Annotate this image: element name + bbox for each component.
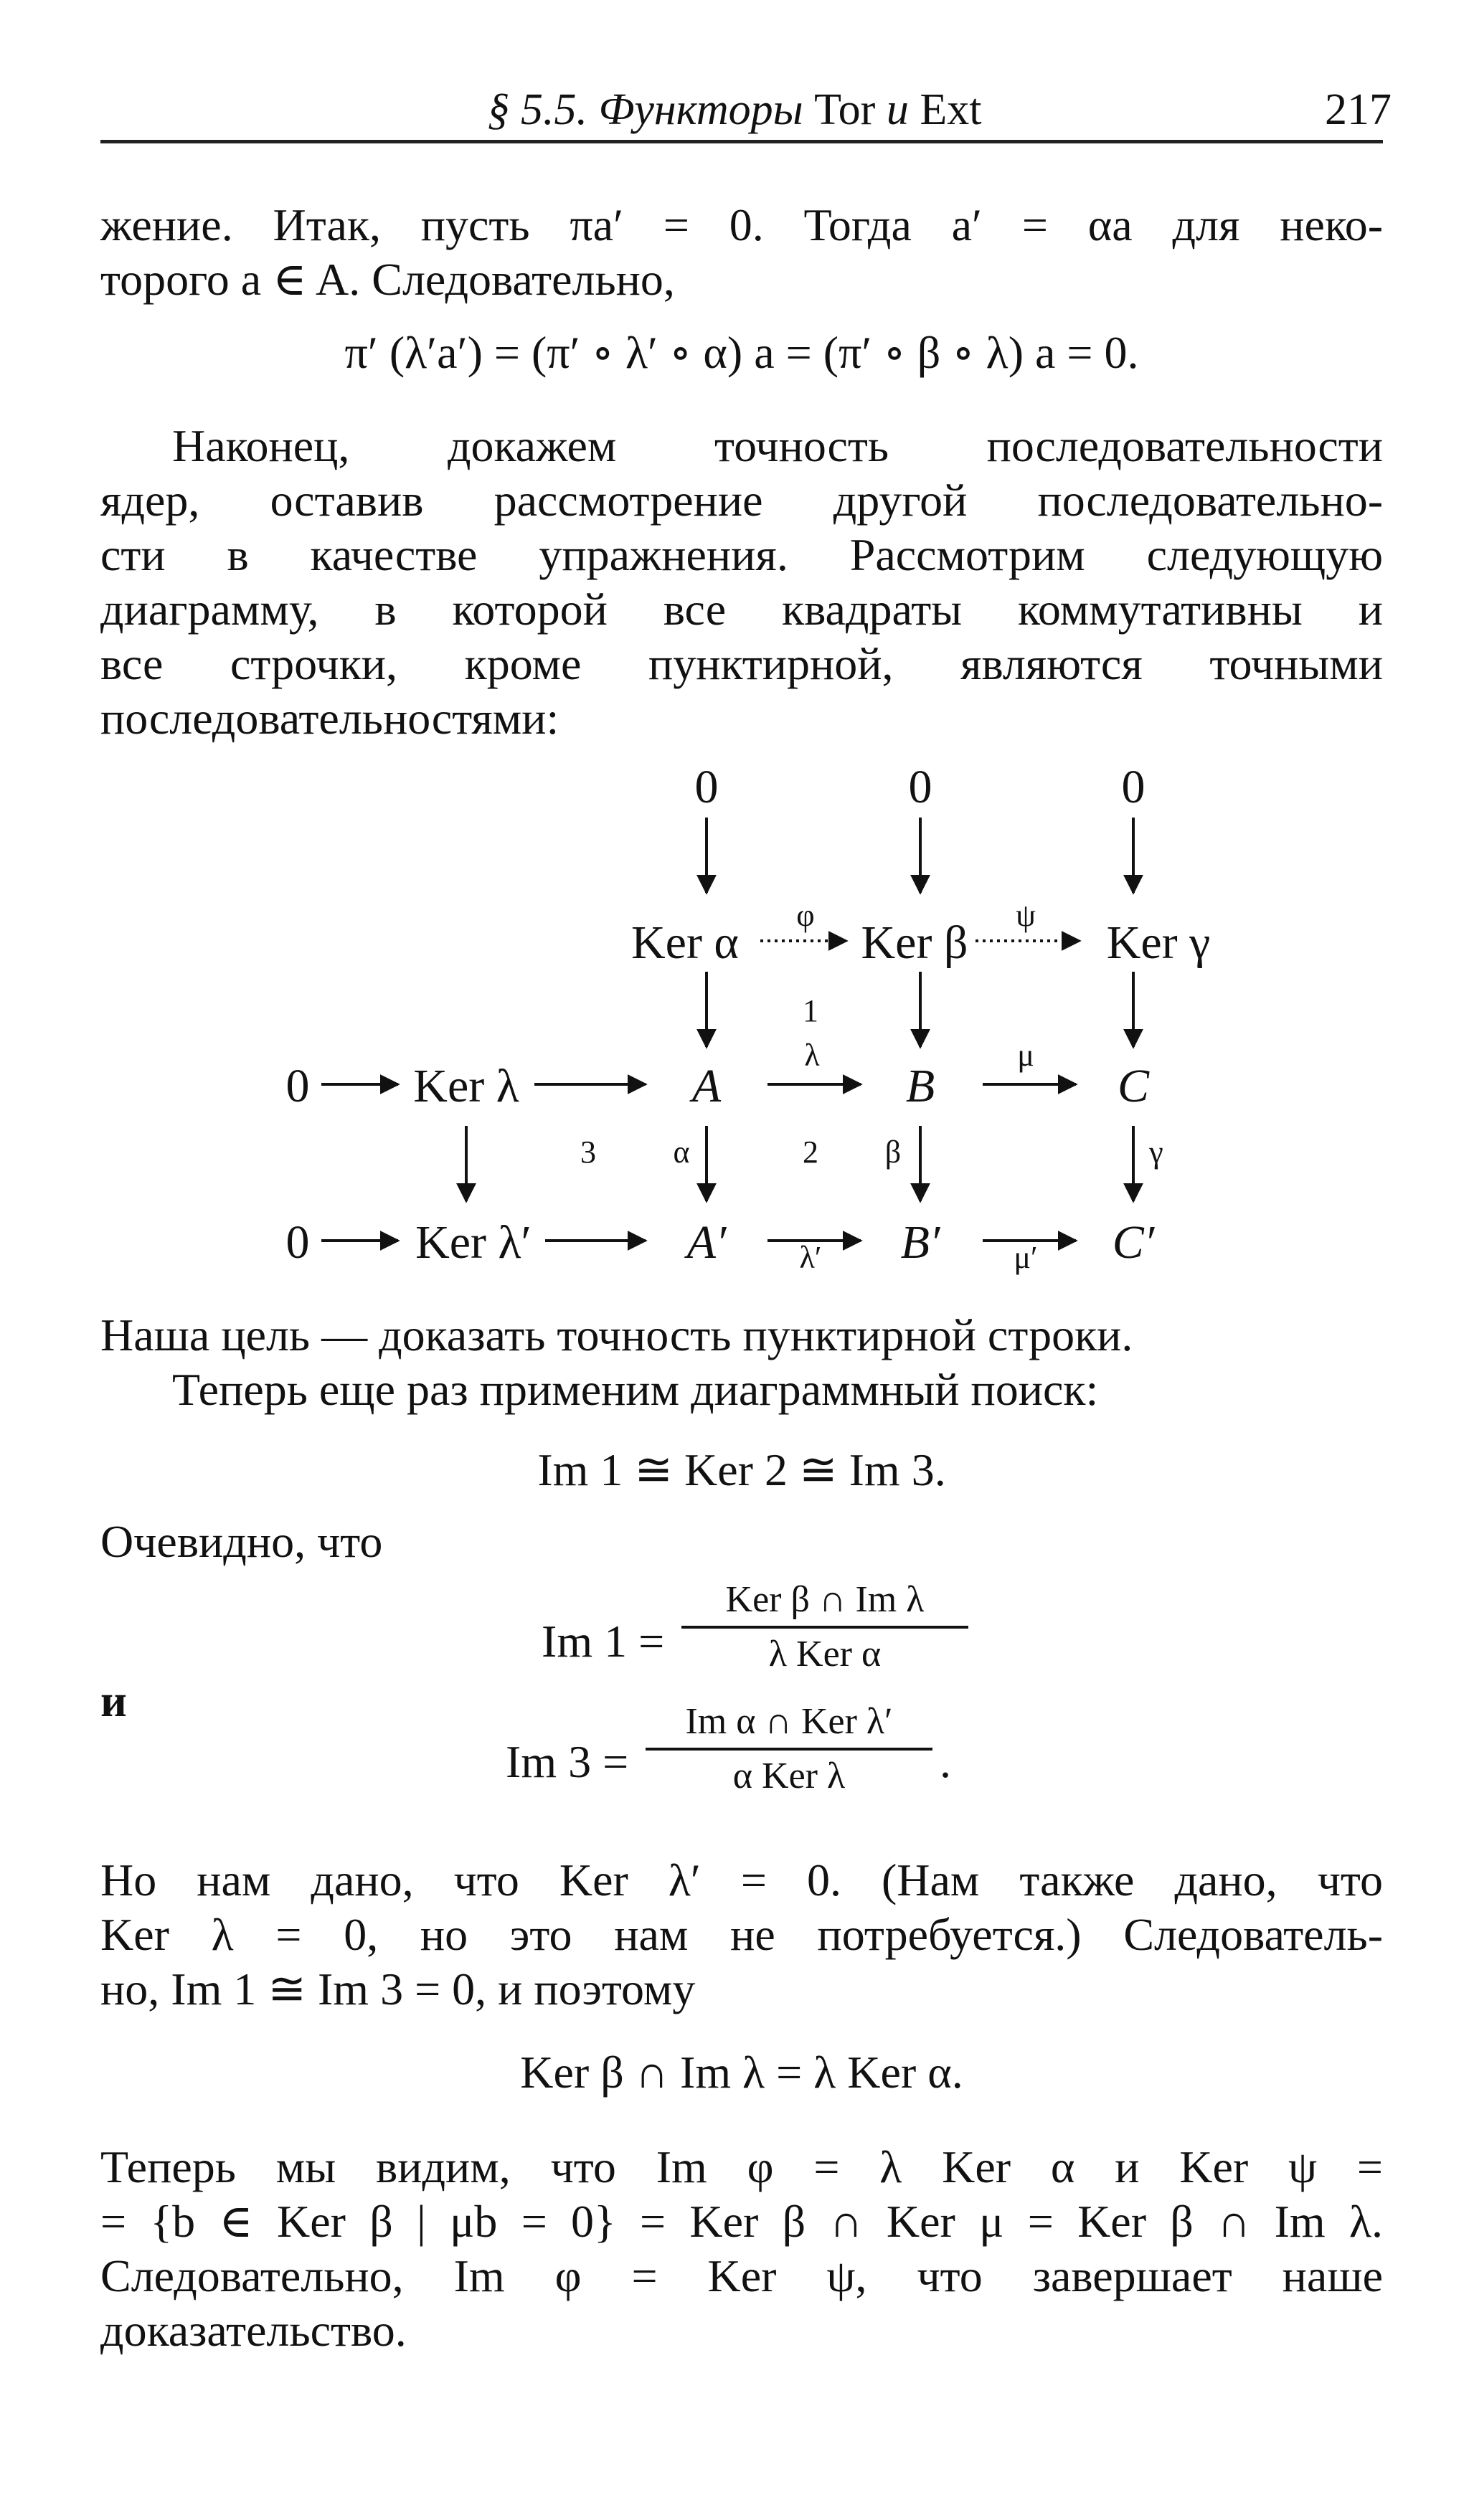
diagram-map-lambda-prime: λ′ xyxy=(799,1240,822,1275)
diagram-ker-alpha: Ker α xyxy=(630,916,740,969)
fraction-im3 xyxy=(646,1703,932,1795)
diagram-object-A: A xyxy=(691,1060,722,1112)
fraction-im1 xyxy=(681,1581,968,1673)
text-line: Наконец, докажем точность последовательности xyxy=(172,420,1383,471)
diagram-map-mu: μ xyxy=(1017,1038,1034,1073)
fraction-denominator: α Ker λ xyxy=(732,1756,846,1796)
text-line: Следовательно, Im φ = Ker ψ, что завершает наше xyxy=(100,2250,1383,2301)
fraction-numerator: Im α ∩ Ker λ′ xyxy=(685,1701,893,1742)
text-line: доказательство. xyxy=(100,2305,407,2356)
formula-period: . xyxy=(940,1736,951,1787)
diagram-zero: 0 xyxy=(1121,761,1146,813)
header-and: и xyxy=(875,85,920,134)
text-line: ядер, оставив рассмотрение другой последовательно- xyxy=(100,475,1383,526)
text-line: Теперь мы видим, что Im φ = λ Ker α и Ker ψ = xyxy=(100,2141,1383,2192)
text-line: торого a ∈ A. Следовательно, xyxy=(100,254,675,305)
text-line: но, Im 1 ≅ Im 3 = 0, и поэтому xyxy=(100,1964,696,2014)
text-line: сти в качестве упражнения. Рассмотрим следующую xyxy=(100,529,1383,580)
text-line: диаграмму, в которой все квадраты коммутативны и xyxy=(100,584,1383,635)
text-line: = {b ∈ Ker β | μb = 0} = Ker β ∩ Ker μ = Ker β ∩ Im λ. xyxy=(100,2196,1383,2247)
text-line: все строчки, кроме пунктирной, являются точными xyxy=(100,638,1383,689)
text-line: последовательностями: xyxy=(100,693,559,744)
diagram-ker-lambda-prime: Ker λ′ xyxy=(415,1216,532,1269)
header-ext: Ext xyxy=(920,85,982,134)
fraction-bar xyxy=(681,1626,968,1629)
formula-lhs: Im 1 = xyxy=(542,1616,665,1667)
diagram-object-C: C xyxy=(1117,1060,1150,1112)
diagram-ker-lambda: Ker λ xyxy=(413,1060,519,1112)
formula-iso: Im 1 ≅ Ker 2 ≅ Im 3. xyxy=(537,1444,946,1495)
diagram-map-psi: ψ xyxy=(1016,898,1036,933)
diagram-square-label: 3 xyxy=(580,1135,596,1170)
diagram-ker-gamma: Ker γ xyxy=(1106,916,1211,969)
fraction-bar xyxy=(646,1748,932,1751)
diagram-object-C-prime: C′ xyxy=(1112,1216,1155,1269)
formula: Ker β ∩ Im λ = λ Ker α. xyxy=(520,2047,963,2098)
text-line: Очевидно, что xyxy=(100,1516,383,1567)
diagram-square-label: 1 xyxy=(803,993,818,1028)
diagram-square-label: 2 xyxy=(803,1135,818,1170)
header-tor: Tor xyxy=(814,85,876,134)
text-line: Теперь еще раз применим диаграммный поиск: xyxy=(172,1364,1099,1415)
diagram-map-phi: φ xyxy=(796,898,815,933)
text-line: Ker λ = 0, но это нам не потребуется.) Следователь- xyxy=(100,1909,1383,1960)
diagram-zero: 0 xyxy=(285,1060,310,1112)
diagram-ker-beta: Ker β xyxy=(861,916,968,969)
diagram-map-mu-prime: μ′ xyxy=(1014,1240,1038,1275)
diagram-zero: 0 xyxy=(908,761,932,813)
formula-lhs: Im 3 = xyxy=(506,1736,629,1787)
diagram-zero: 0 xyxy=(285,1216,310,1269)
page-number: 217 xyxy=(1325,85,1392,134)
diagram-object-B-prime: B′ xyxy=(900,1216,940,1269)
diagram-object-A-prime: A′ xyxy=(686,1216,727,1269)
diagram-zero: 0 xyxy=(694,761,719,813)
text-line: Но нам дано, что Ker λ′ = 0. (Нам также дано, что xyxy=(100,1855,1383,1905)
text-line: жение. Итак, пусть πa′ = 0. Тогда a′ = αa для неко- xyxy=(100,199,1383,250)
diagram-map-beta: β xyxy=(884,1135,902,1170)
diagram-map-alpha: α xyxy=(673,1135,690,1170)
formula: π′ (λ′a′) = (π′ ∘ λ′ ∘ α) a = (π′ ∘ β ∘ λ) a = 0. xyxy=(344,327,1139,378)
diagram-object-B: B xyxy=(905,1060,935,1112)
text-line: Наша цель — доказать точность пунктирной строки. xyxy=(100,1309,1133,1360)
text-line: и xyxy=(100,1675,127,1726)
diagram-map-gamma: γ xyxy=(1149,1135,1163,1170)
fraction-denominator: λ Ker α xyxy=(768,1634,882,1675)
header-section: § 5.5. Функторы xyxy=(487,85,815,134)
diagram-map-lambda: λ xyxy=(804,1038,820,1073)
fraction-numerator: Ker β ∩ Im λ xyxy=(725,1579,925,1620)
